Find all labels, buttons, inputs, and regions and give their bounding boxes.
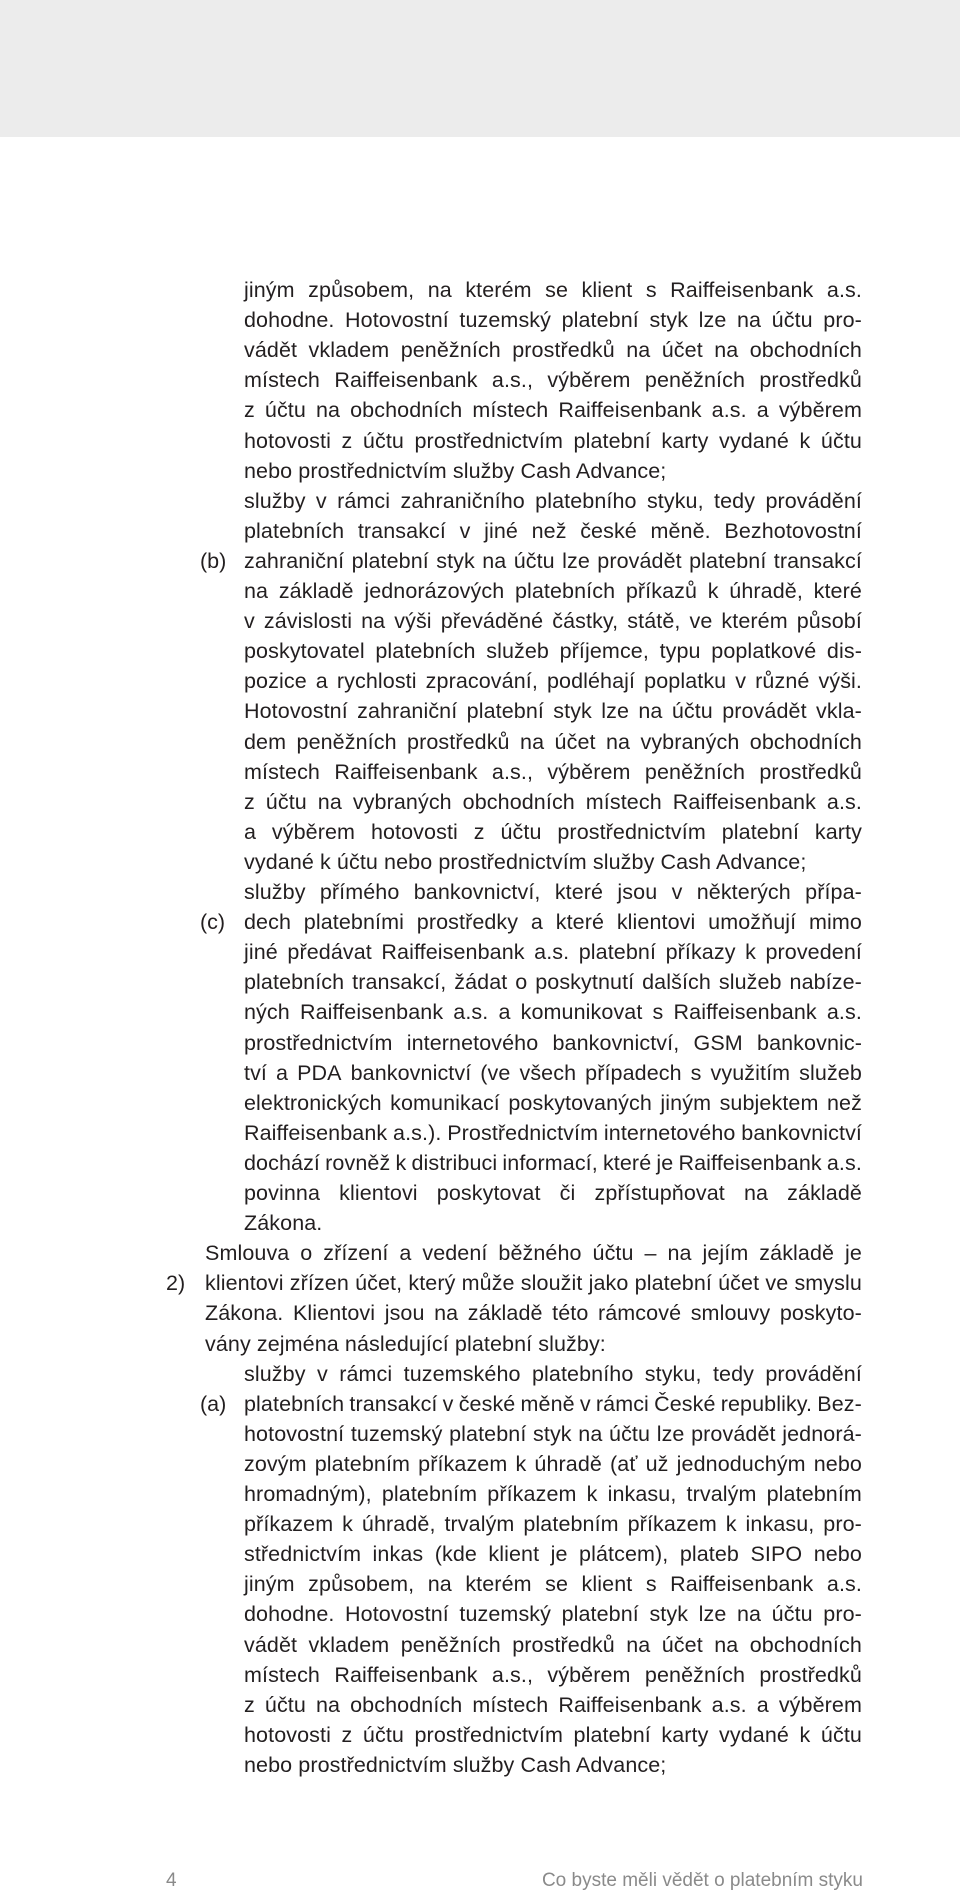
text-line: dech platebními prostředky a které klientovi umožňují mimo <box>244 910 862 935</box>
text-line: dohodne. Hotovostní tuzemský platební styk lze na účtu pro- <box>244 308 862 333</box>
text-line: Hotovostní zahraniční platební styk lze na účtu provádět vkla- <box>244 699 862 724</box>
list-marker: 2) <box>166 1271 186 1296</box>
text-line: vány zejména následující platební služby: <box>205 1331 606 1356</box>
text-line: místech Raiffeisenbank a.s., výběrem peněžních prostředků <box>244 759 862 784</box>
text-line: platebních transakcí v jiné než české měně. Bezhotovostní <box>244 518 862 543</box>
text-line: platebních transakcí v české měně v rámci České republiky. Bez- <box>244 1391 862 1416</box>
text-line: místech Raiffeisenbank a.s., výběrem peněžních prostředků <box>244 368 862 393</box>
text-line: hotovostní tuzemský platební styk na účtu lze provádět jednorá- <box>244 1421 862 1446</box>
text-line: vydané k účtu nebo prostřednictvím služby Cash Advance; <box>244 849 807 874</box>
text-line: Smlouva o zřízení a vedení běžného účtu – na jejím základě je <box>205 1241 862 1266</box>
text-line: jiným způsobem, na kterém se klient s Raiffeisenbank a.s. <box>244 1572 862 1597</box>
footer-title: Co byste měli vědět o platebním styku <box>541 1870 863 1891</box>
text-line: dochází rovněž k distribuci informací, které je Raiffeisenbank a.s. <box>244 1150 862 1175</box>
text-line: Zákona. Klientovi jsou na základě této rámcové smlouvy poskyto- <box>205 1301 862 1326</box>
text-line: hromadným), platebním příkazem k inkasu, trvalým platebním <box>244 1482 862 1506</box>
text-line: prostřednictvím internetového bankovnictví, GSM bankovnic- <box>244 1030 862 1055</box>
text-line: vádět vkladem peněžních prostředků na účet na obchodních <box>244 1632 862 1657</box>
text-line: hotovosti z účtu prostřednictvím platební karty vydané k účtu <box>244 1722 862 1747</box>
text-line: dem peněžních prostředků na účet na vybraných obchodních <box>244 729 862 754</box>
text-line: poskytovatel platebních služeb příjemce, typu poplatkové dis- <box>244 639 862 664</box>
text-line: z účtu na obchodních místech Raiffeisenbank a.s. a výběrem <box>244 398 862 423</box>
text-line: dohodne. Hotovostní tuzemský platební styk lze na účtu pro- <box>244 1602 862 1627</box>
text-line: vádět vkladem peněžních prostředků na účet na obchodních <box>244 338 862 363</box>
text-line: Raiffeisenbank a.s.). Prostřednictvím internetového bankovnictví <box>244 1120 862 1145</box>
text-line: a výběrem hotovosti z účtu prostřednictvím platební karty <box>244 819 862 844</box>
text-line: Zákona. <box>244 1211 323 1236</box>
page-number: 4 <box>166 1870 177 1891</box>
text-line: klientovi zřízen účet, který může sloužit jako platební účet ve smyslu <box>205 1271 862 1296</box>
text-line: jiné předávat Raiffeisenbank a.s. platební příkazy k provedení <box>244 940 862 965</box>
text-line: z účtu na obchodních místech Raiffeisenbank a.s. a výběrem <box>244 1692 862 1717</box>
text-line: hotovosti z účtu prostřednictvím platební karty vydané k účtu <box>244 428 862 453</box>
text-line: zahraniční platební styk na účtu lze provádět platební transakcí <box>244 548 862 573</box>
text-line: ných Raiffeisenbank a.s. a komunikovat s Raiffeisenbank a.s. <box>244 1000 862 1025</box>
text-line: nebo prostřednictvím služby Cash Advance; <box>244 1752 667 1777</box>
text-line: z účtu na vybraných obchodních místech Raiffeisenbank a.s. <box>244 789 862 814</box>
text-line: jiným způsobem, na kterém se klient s Raiffeisenbank a.s. <box>244 278 862 302</box>
text-line: pozice a rychlosti zpracování, podléhají poplatku v různé výši. <box>244 669 862 694</box>
text-line: platebních transakcí, žádat o poskytnutí dalších služeb nabíze- <box>244 970 862 995</box>
text-line: služby v rámci zahraničního platebního styku, tedy provádění <box>244 488 862 513</box>
text-line: tví a PDA bankovnictví (ve všech případech s využitím služeb <box>244 1060 862 1085</box>
text-line: příkazem k úhradě, trvalým platebním příkazem k inkasu, pro- <box>244 1512 862 1537</box>
text-line: v závislosti na výši převáděné částky, státě, ve kterém působí <box>244 609 862 634</box>
list-marker: (a) <box>200 1391 227 1416</box>
text-line: na základě jednorázových platebních příkazů k úhradě, které <box>244 579 862 603</box>
list-marker: (b) <box>200 548 227 573</box>
text-line: povinna klientovi poskytovat či zpřístupňovat na základě <box>244 1181 862 1205</box>
list-marker: (c) <box>200 910 226 935</box>
text-line: střednictvím inkas (kde klient je plátcem), plateb SIPO nebo <box>244 1542 862 1567</box>
text-line: služby v rámci tuzemského platebního styku, tedy provádění <box>244 1361 862 1386</box>
text-line: místech Raiffeisenbank a.s., výběrem peněžních prostředků <box>244 1662 862 1687</box>
text-line: služby přímého bankovnictví, které jsou v některých přípa- <box>244 880 862 904</box>
text-line: zovým platebním příkazem k úhradě (ať už jednoduchým nebo <box>244 1451 862 1476</box>
text-line: nebo prostřednictvím služby Cash Advance; <box>244 458 667 483</box>
text-line: elektronických komunikací poskytovaných jiným subjektem než <box>244 1090 862 1115</box>
